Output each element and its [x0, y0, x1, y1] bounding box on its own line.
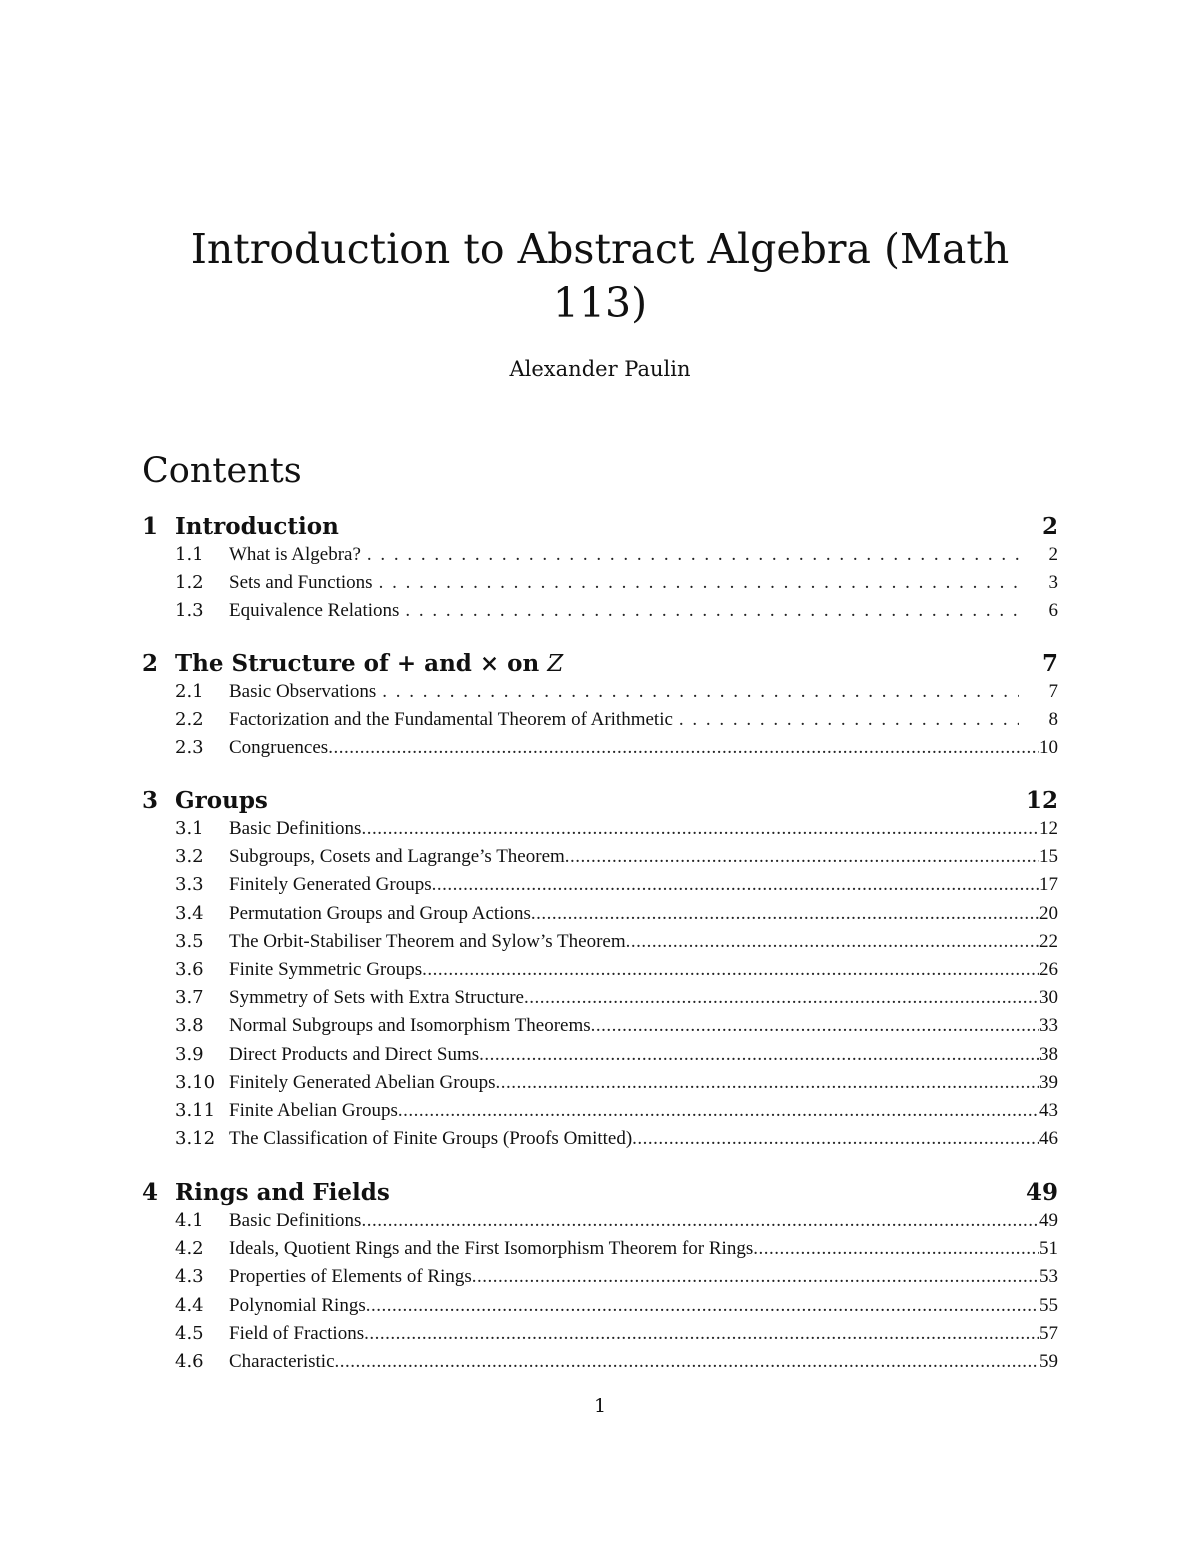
toc-subsection[interactable] [142, 569, 1058, 597]
toc-section-title-math: Z [547, 651, 564, 677]
toc-subsection-title: Basic Definitions [229, 1210, 362, 1231]
toc-subsection[interactable] [142, 871, 1058, 899]
toc-subsection-row [229, 843, 1058, 871]
toc-subsection[interactable] [142, 1069, 1058, 1097]
toc-subsection-row [229, 734, 1058, 762]
toc-subsection-title: Characteristic [229, 1351, 335, 1372]
toc-subsection[interactable] [142, 928, 1058, 956]
toc-subsection[interactable] [142, 1041, 1058, 1069]
toc-subsection-row [229, 541, 1058, 569]
toc-subsection-number: 4.6 [175, 1351, 204, 1372]
toc-subsection-page: 55 [1039, 1294, 1058, 1316]
toc-subsection-row [229, 871, 1058, 899]
toc-section[interactable] [142, 1176, 1058, 1210]
toc-subsection[interactable] [142, 1125, 1058, 1153]
toc-subsection-row [229, 597, 1058, 625]
toc-subsection[interactable] [142, 843, 1058, 871]
toc-dot-leader [398, 1097, 1039, 1125]
toc-subsection[interactable] [142, 1012, 1058, 1040]
toc-subsection-page: 26 [1039, 959, 1058, 980]
toc-subsection-number: 2.2 [175, 709, 204, 731]
toc-dot-leader [753, 1235, 1039, 1263]
toc-subsection-page: 22 [1039, 930, 1058, 952]
toc-subsection-title: Sets and Functions [229, 572, 373, 594]
toc-subsection[interactable] [142, 706, 1058, 734]
toc-subsection-title: Direct Products and Direct Sums [229, 1043, 480, 1065]
page-number: 1 [593, 1395, 607, 1417]
toc-subsection-number: 3.1 [175, 818, 204, 839]
toc-subsection-row [229, 1292, 1058, 1320]
toc-subsection[interactable] [142, 984, 1058, 1012]
toc-subsection[interactable] [142, 541, 1058, 569]
toc-subsection-page: 53 [1039, 1266, 1058, 1288]
toc-section-page: 49 [1025, 1179, 1058, 1206]
toc-subsection-number: 3.2 [175, 846, 204, 868]
toc-dot-leader [328, 734, 1039, 762]
toc-subsection-page: 51 [1039, 1238, 1058, 1260]
toc-subsection-number: 2.3 [175, 737, 204, 759]
toc-section-number: 4 [142, 1179, 159, 1206]
toc-subsection-page: 2 [1048, 544, 1058, 565]
toc-subsection[interactable] [142, 678, 1058, 706]
toc-subsection-title: Normal Subgroups and Isomorphism Theorems [229, 1015, 591, 1037]
toc-subsection-number: 4.2 [175, 1238, 204, 1260]
document-title-line2: 113) [552, 279, 648, 327]
toc-subsection-number: 3.11 [175, 1100, 216, 1121]
toc-subsection-row [229, 928, 1058, 956]
toc-subsection-row [229, 706, 1058, 734]
toc-subsection-row [229, 1012, 1058, 1040]
toc-section[interactable] [142, 784, 1058, 818]
toc-subsection[interactable] [142, 1348, 1058, 1376]
toc-subsection-title: The Orbit-Stabiliser Theorem and Sylow’s Theorem [229, 930, 626, 952]
toc-subsection-row [229, 1041, 1058, 1069]
toc-section-number: 1 [142, 513, 159, 540]
toc-dot-leader [361, 1207, 1039, 1235]
toc-subsection-row [229, 678, 1058, 706]
toc-subsection-row [229, 1320, 1058, 1348]
toc-subsection-page: 3 [1048, 572, 1058, 594]
toc-subsection-title: Symmetry of Sets with Extra Structure [229, 987, 524, 1009]
toc-subsection-number: 1.1 [175, 544, 204, 565]
contents-heading: Contents [142, 451, 302, 491]
toc-subsection-number: 3.3 [175, 874, 204, 896]
toc-subsection-title: Finitely Generated Abelian Groups [229, 1071, 496, 1093]
toc-subsection-page: 7 [1048, 681, 1058, 702]
toc-subsection-title: Finitely Generated Groups [229, 874, 432, 896]
toc-subsection-row [229, 1125, 1058, 1153]
toc-subsection-title: Field of Fractions [229, 1322, 365, 1344]
toc-subsection-page: 6 [1048, 600, 1058, 622]
toc-subsection-number: 3.7 [175, 987, 204, 1009]
toc-subsection-title: Basic Observations [229, 681, 377, 702]
toc-subsection-title: Finite Symmetric Groups [229, 959, 423, 980]
document-title-line1: Introduction to Abstract Algebra (Math [190, 225, 1010, 273]
toc-subsection-number: 1.2 [175, 572, 204, 594]
toc-subsection-row [229, 900, 1058, 928]
toc-section-title: Groups [175, 787, 268, 814]
toc-subsection-title: Congruences [229, 737, 329, 759]
toc-dot-leader [367, 541, 1019, 569]
toc-subsection-page: 30 [1039, 987, 1058, 1009]
toc-subsection-number: 4.1 [175, 1210, 204, 1231]
toc-subsection-number: 1.3 [175, 600, 204, 622]
toc-subsection-number: 2.1 [175, 681, 204, 702]
toc-section[interactable] [142, 647, 1058, 681]
toc-subsection[interactable] [142, 815, 1058, 843]
toc-dot-leader [626, 928, 1039, 956]
toc-subsection-row [229, 1207, 1058, 1235]
toc-subsection[interactable] [142, 1207, 1058, 1235]
toc-subsection[interactable] [142, 734, 1058, 762]
toc-subsection-title: Basic Definitions [229, 818, 362, 839]
toc-subsection-title: The Classification of Finite Groups (Proofs Omitted) [229, 1128, 633, 1150]
toc-subsection-title: Finite Abelian Groups [229, 1100, 398, 1121]
toc-subsection-page: 8 [1048, 709, 1058, 731]
toc-dot-leader [472, 1263, 1039, 1291]
toc-subsection-page: 17 [1039, 874, 1058, 896]
toc-section-title-text: The Structure of + and × on [175, 650, 548, 677]
document-author: Alexander Paulin [509, 357, 691, 381]
toc-section[interactable] [142, 510, 1058, 544]
toc-subsection-number: 3.5 [175, 930, 204, 952]
toc-subsection-page: 57 [1039, 1322, 1058, 1344]
toc-section-page: 2 [1041, 513, 1058, 540]
toc-subsection-number: 4.4 [175, 1294, 204, 1316]
toc-subsection-page: 38 [1039, 1043, 1058, 1065]
toc-subsection-page: 10 [1039, 737, 1058, 759]
toc-subsection-row [229, 1235, 1058, 1263]
toc-subsection-row [229, 1348, 1058, 1376]
toc-subsection-page: 20 [1039, 902, 1058, 924]
toc-subsection-row [229, 569, 1058, 597]
toc-dot-leader [679, 706, 1019, 734]
toc-dot-leader [479, 1041, 1039, 1069]
toc-dot-leader [379, 569, 1019, 597]
toc-subsection-number: 3.9 [175, 1043, 204, 1065]
toc-subsection-row [229, 815, 1058, 843]
toc-section-number: 3 [142, 787, 159, 814]
toc-subsection-title: Factorization and the Fundamental Theorem of Arithmetic [229, 709, 673, 731]
toc-subsection-title: Properties of Elements of Rings [229, 1266, 472, 1288]
toc-section-page: 12 [1025, 787, 1058, 814]
toc-subsection-row [229, 1263, 1058, 1291]
toc-subsection-title: Equivalence Relations [229, 600, 400, 622]
toc-subsection-row [229, 1069, 1058, 1097]
toc-subsection-title: Subgroups, Cosets and Lagrange’s Theorem [229, 846, 565, 868]
toc-dot-leader [364, 1320, 1039, 1348]
toc-section-title: Rings and Fields [175, 1179, 390, 1206]
toc-subsection-number: 3.12 [175, 1128, 216, 1150]
toc-subsection-row [229, 956, 1058, 984]
toc-section-number: 2 [142, 650, 159, 677]
toc-subsection[interactable] [142, 900, 1058, 928]
toc-section-page: 7 [1041, 650, 1058, 677]
toc-dot-leader [632, 1125, 1039, 1153]
toc-subsection[interactable] [142, 956, 1058, 984]
toc-subsection-title: What is Algebra? [229, 544, 361, 565]
toc-dot-leader [495, 1069, 1039, 1097]
toc-subsection-number: 4.3 [175, 1266, 204, 1288]
toc-subsection-page: 46 [1039, 1128, 1058, 1150]
toc-subsection[interactable] [142, 1320, 1058, 1348]
toc-subsection-page: 15 [1039, 846, 1058, 868]
toc-subsection[interactable] [142, 1292, 1058, 1320]
toc-dot-leader [524, 984, 1039, 1012]
toc-section-title: Introduction [175, 513, 339, 540]
toc-subsection-number: 3.6 [175, 959, 204, 980]
toc-subsection-title: Polynomial Rings [229, 1294, 366, 1316]
toc-subsection-number: 4.5 [175, 1322, 204, 1344]
toc-subsection-number: 3.8 [175, 1015, 204, 1037]
toc-subsection-row [229, 984, 1058, 1012]
toc-subsection-title: Ideals, Quotient Rings and the First Isomorphism Theorem for Rings [229, 1238, 754, 1260]
toc-subsection-number: 3.4 [175, 902, 204, 924]
toc-dot-leader [366, 1292, 1039, 1320]
toc-dot-leader [432, 871, 1039, 899]
toc-subsection[interactable] [142, 1235, 1058, 1263]
toc-dot-leader [382, 678, 1018, 706]
toc-dot-leader [565, 843, 1039, 871]
toc-subsection[interactable] [142, 1097, 1058, 1125]
document-title [150, 222, 1050, 330]
toc-dot-leader [422, 956, 1039, 984]
toc-dot-leader [591, 1012, 1039, 1040]
toc-subsection[interactable] [142, 597, 1058, 625]
toc-subsection-page: 49 [1039, 1210, 1058, 1231]
toc-subsection-page: 39 [1039, 1071, 1058, 1093]
toc-subsection-row [229, 1097, 1058, 1125]
toc-subsection-page: 33 [1039, 1015, 1058, 1037]
toc-subsection-page: 43 [1039, 1100, 1058, 1121]
toc-subsection-page: 59 [1039, 1351, 1058, 1372]
toc-dot-leader [531, 900, 1039, 928]
toc-dot-leader [335, 1348, 1039, 1376]
toc-dot-leader [405, 597, 1018, 625]
toc-subsection-number: 3.10 [175, 1071, 216, 1093]
toc-subsection[interactable] [142, 1263, 1058, 1291]
toc-dot-leader [361, 815, 1039, 843]
toc-subsection-title: Permutation Groups and Group Actions [229, 902, 531, 924]
toc-section-title [175, 647, 563, 681]
toc-subsection-page: 12 [1039, 818, 1058, 839]
